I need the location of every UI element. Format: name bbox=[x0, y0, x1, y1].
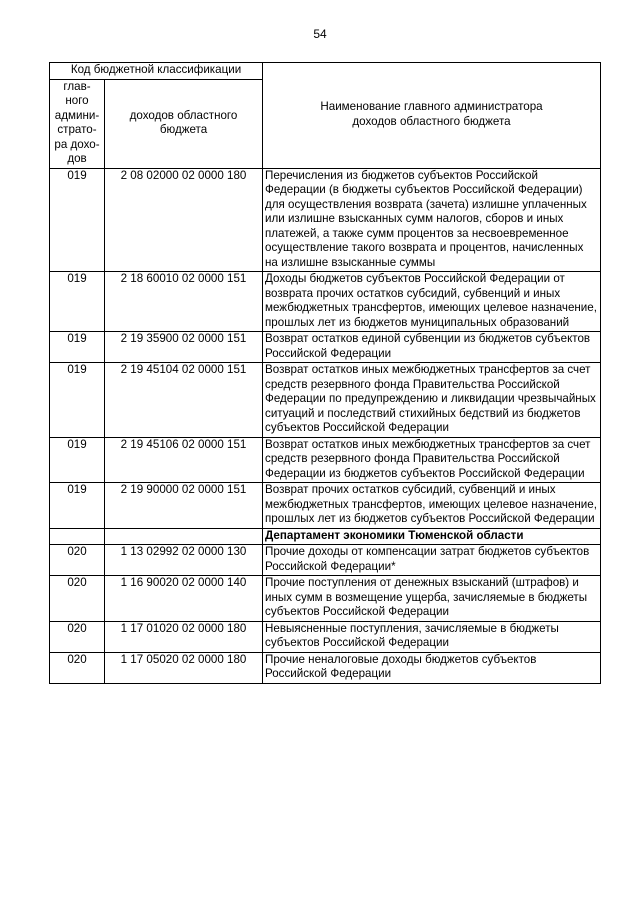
header-regional-budget-income-text: доходов областного бюджета bbox=[129, 108, 238, 136]
revenue-name-cell: Прочие неналоговые доходы бюджетов субъектов Российской Федерации bbox=[263, 652, 601, 683]
budget-code-cell: 2 08 02000 02 0000 180 bbox=[105, 168, 263, 272]
admin-code-cell: 020 bbox=[50, 621, 105, 652]
header-regional-budget-income bbox=[105, 79, 263, 168]
header-budget-classification-code: Код бюджетной классификации bbox=[50, 63, 263, 80]
revenue-name-cell: Возврат остатков единой субвенции из бюджетов субъектов Российской Федерации bbox=[263, 332, 601, 363]
header-administrator-name-text: Наименование главного администратора доходов областного бюджета bbox=[320, 100, 543, 128]
budget-code-cell: 2 19 35900 02 0000 151 bbox=[105, 332, 263, 363]
admin-code-cell: 020 bbox=[50, 652, 105, 683]
revenue-name-cell: Доходы бюджетов субъектов Российской Федерации от возврата прочих остатков субсидий, субвенций и иных межбюджетных трансфертов, имеющих целевое назначение, прошлых лет из бюджетов муниципальных образований bbox=[263, 272, 601, 332]
department-title-cell: Департамент экономики Тюменской области bbox=[263, 528, 601, 545]
table-row bbox=[50, 576, 601, 622]
table-row bbox=[50, 652, 601, 683]
page-number: 54 bbox=[313, 27, 327, 41]
budget-code-cell: 2 19 90000 02 0000 151 bbox=[105, 483, 263, 529]
table-row bbox=[50, 437, 601, 483]
admin-code-cell: 019 bbox=[50, 437, 105, 483]
table-row bbox=[50, 483, 601, 529]
budget-code-cell bbox=[105, 528, 263, 545]
budget-code-cell: 2 18 60010 02 0000 151 bbox=[105, 272, 263, 332]
budget-code-cell: 2 19 45104 02 0000 151 bbox=[105, 363, 263, 438]
section-header-row bbox=[50, 528, 601, 545]
admin-code-cell: 019 bbox=[50, 483, 105, 529]
table-row bbox=[50, 272, 601, 332]
header-main-administrator bbox=[50, 79, 105, 168]
admin-code-cell bbox=[50, 528, 105, 545]
revenue-name-cell: Прочие поступления от денежных взысканий (штрафов) и иных сумм в возмещение ущерба, зачисляемые в бюджеты субъектов Российской Федерации bbox=[263, 576, 601, 622]
table-row bbox=[50, 621, 601, 652]
revenue-name-cell: Возврат остатков иных межбюджетных трансфертов за счет средств резервного фонда Правительства Российской Федерации по предупреждению и ликвидации чрезвычайных ситуаций и последствий стихийных бедствий из бюджетов субъектов Российской Федерации bbox=[263, 363, 601, 438]
revenue-name-cell: Возврат остатков иных межбюджетных трансфертов за счет средств резервного фонда Правительства Российской Федерации из бюджетов субъектов Российской Федерации bbox=[263, 437, 601, 483]
budget-code-cell: 2 19 45106 02 0000 151 bbox=[105, 437, 263, 483]
budget-code-cell: 1 16 90020 02 0000 140 bbox=[105, 576, 263, 622]
budget-classification-table bbox=[49, 62, 601, 684]
header-main-administrator-text: глав- ного админи- страто- ра дохо- дов bbox=[54, 79, 100, 165]
table-header-group-row bbox=[50, 63, 601, 80]
budget-code-cell: 1 17 05020 02 0000 180 bbox=[105, 652, 263, 683]
admin-code-cell: 019 bbox=[50, 363, 105, 438]
budget-code-cell: 1 17 01020 02 0000 180 bbox=[105, 621, 263, 652]
table-row bbox=[50, 363, 601, 438]
revenue-name-cell: Перечисления из бюджетов субъектов Российской Федерации (в бюджеты субъектов Российской Федерации) для осуществления возврата (зачета) излишне уплаченных или излишне взысканных сумм налогов, сборов и иных платежей, а также сумм процентов за несвоевременное осуществление такого возврата и процентов, начисленных на излишне взысканные суммы bbox=[263, 168, 601, 272]
revenue-name-cell: Возврат прочих остатков субсидий, субвенций и иных межбюджетных трансфертов, имеющих целевое назначение, прошлых лет из бюджетов субъектов Российской Федерации bbox=[263, 483, 601, 529]
table-row bbox=[50, 332, 601, 363]
budget-code-cell: 1 13 02992 02 0000 130 bbox=[105, 545, 263, 576]
admin-code-cell: 019 bbox=[50, 168, 105, 272]
table-row bbox=[50, 545, 601, 576]
admin-code-cell: 020 bbox=[50, 545, 105, 576]
revenue-name-cell: Невыясненные поступления, зачисляемые в бюджеты субъектов Российской Федерации bbox=[263, 621, 601, 652]
header-administrator-name bbox=[263, 63, 601, 169]
table-row bbox=[50, 168, 601, 272]
admin-code-cell: 019 bbox=[50, 272, 105, 332]
admin-code-cell: 020 bbox=[50, 576, 105, 622]
revenue-name-cell: Прочие доходы от компенсации затрат бюджетов субъектов Российской Федерации* bbox=[263, 545, 601, 576]
admin-code-cell: 019 bbox=[50, 332, 105, 363]
